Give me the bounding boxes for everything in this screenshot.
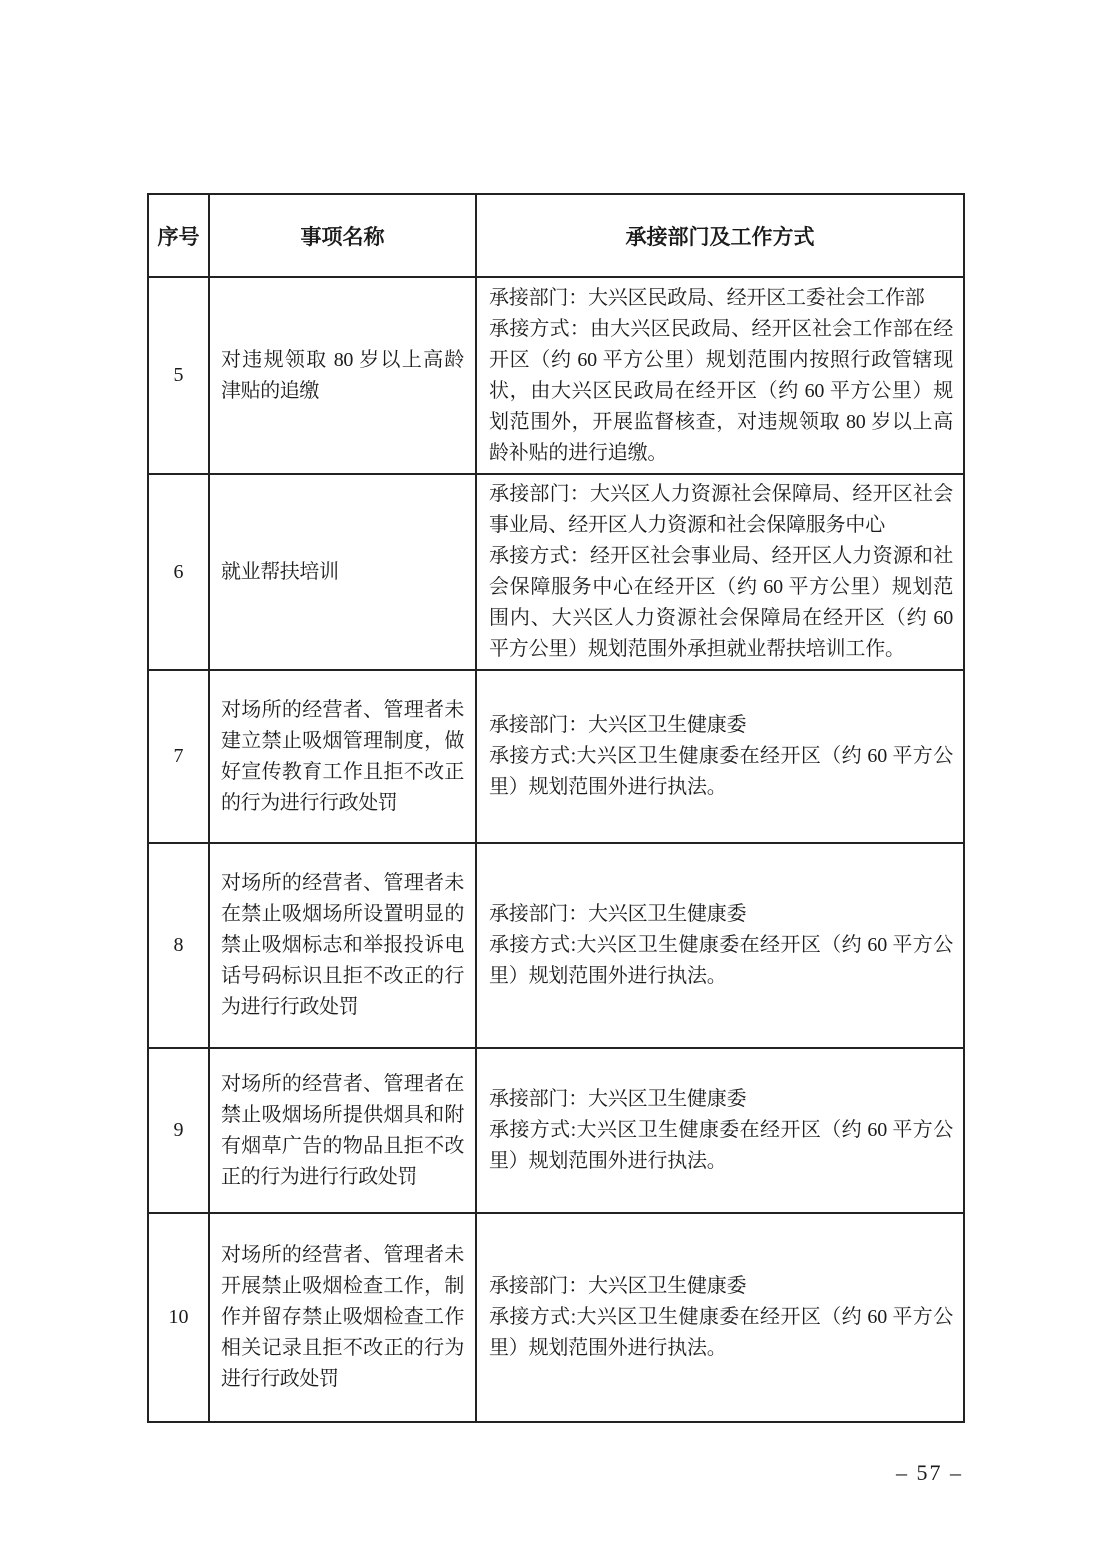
dept-line: 承接部门：大兴区卫生健康委 — [489, 1088, 747, 1110]
row-item-name: 对场所的经营者、管理者在禁止吸烟场所提供烟具和附有烟草广告的物品且拒不改正的行为进行行政处罚 — [209, 1048, 476, 1213]
method-line: 承接方式:大兴区卫生健康委在经开区（约 60 平方公里）规划范围外进行执法。 — [489, 745, 953, 798]
row-serial-no: 8 — [148, 843, 209, 1048]
dept-line: 承接部门：大兴区卫生健康委 — [489, 714, 747, 736]
method-line: 承接方式:大兴区卫生健康委在经开区（约 60 平方公里）规划范围外进行执法。 — [489, 1119, 953, 1172]
dept-line: 承接部门：大兴区人力资源社会保障局、经开区社会事业局、经开区人力资源和社会保障服务中心 — [489, 483, 953, 536]
row-item-name: 对违规领取 80 岁以上高龄津贴的追缴 — [209, 277, 476, 474]
row-serial-no: 9 — [148, 1048, 209, 1213]
table-row — [148, 670, 964, 843]
table-row — [148, 843, 964, 1048]
table-row — [148, 277, 964, 474]
dept-line: 承接部门：大兴区民政局、经开区工委社会工作部 — [489, 286, 925, 309]
row-item-name: 就业帮扶培训 — [209, 474, 476, 670]
row-item-name: 对场所的经营者、管理者未建立禁止吸烟管理制度，做好宣传教育工作且拒不改正的行为进行行政处罚 — [209, 670, 476, 843]
header-cell-dept-method: 承接部门及工作方式 — [476, 194, 964, 277]
row-serial-no: 7 — [148, 670, 209, 843]
method-line: 承接方式:大兴区卫生健康委在经开区（约 60 平方公里）规划范围外进行执法。 — [489, 934, 953, 987]
row-item-name: 对场所的经营者、管理者未在禁止吸烟场所设置明显的禁止吸烟标志和举报投诉电话号码标识且拒不改正的行为进行行政处罚 — [209, 843, 476, 1048]
header-cell-serial-no: 序号 — [148, 194, 209, 277]
row-dept-method — [476, 843, 964, 1048]
method-line: 承接方式：由大兴区民政局、经开区社会工作部在经开区（约 60 平方公里）规划范围内按照行政管辖现状，由大兴区民政局在经开区（约 60 平方公里）规划范围外，开展监督核查，对违规领取 80 岁以上高龄补贴的进行追缴。 — [489, 317, 953, 464]
row-dept-method — [476, 1048, 964, 1213]
method-line: 承接方式：经开区社会事业局、经开区人力资源和社会保障服务中心在经开区（约 60 平方公里）规划范围内、大兴区人力资源社会保障局在经开区（约 60 平方公里）规划范围外承担就业帮扶培训工作。 — [489, 545, 953, 660]
row-dept-method — [476, 1213, 964, 1422]
dept-line: 承接部门：大兴区卫生健康委 — [489, 903, 747, 925]
page-number: – 57 – — [896, 1460, 963, 1485]
dept-line: 承接部门：大兴区卫生健康委 — [489, 1275, 747, 1297]
row-serial-no: 6 — [148, 474, 209, 670]
row-dept-method — [476, 277, 964, 474]
method-line: 承接方式:大兴区卫生健康委在经开区（约 60 平方公里）规划范围外进行执法。 — [489, 1306, 953, 1359]
table-row — [148, 1048, 964, 1213]
row-serial-no: 5 — [148, 277, 209, 474]
header-cell-item-name: 事项名称 — [209, 194, 476, 277]
table-row — [148, 1213, 964, 1422]
row-dept-method — [476, 474, 964, 670]
transfer-items-table — [147, 193, 965, 1423]
row-dept-method — [476, 670, 964, 843]
row-serial-no: 10 — [148, 1213, 209, 1422]
table-header-row — [148, 194, 964, 277]
row-item-name: 对场所的经营者、管理者未开展禁止吸烟检查工作，制作并留存禁止吸烟检查工作相关记录且拒不改正的行为进行行政处罚 — [209, 1213, 476, 1422]
table-row — [148, 474, 964, 670]
